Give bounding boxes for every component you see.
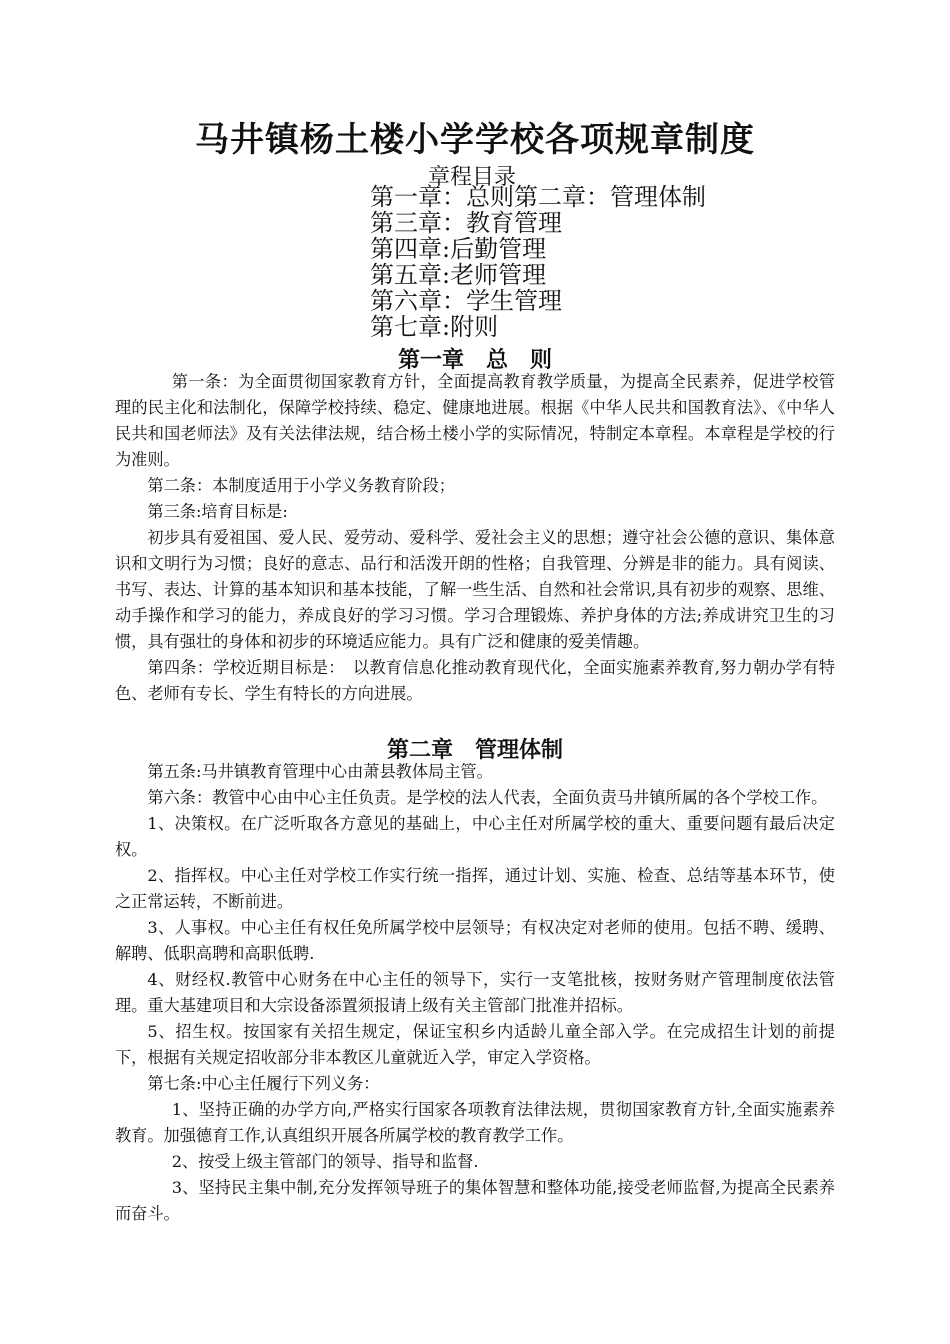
article-paragraph: 初步具有爱祖国、爱人民、爱劳动、爱科学、爱社会主义的思想；遵守社会公德的意识、集体意识和文明行为习惯；良好的意志、品行和活泼开朗的性格；自我管理、分辨是非的能力。具有阅读、书写、表达、计算的基本知识和基本技能，了解一些生活、自然和社会常识,具有初步的观察、思维、动手操作和学习的能力，养成良好的学习习惯。学习合理锻炼、养护身体的方法;养成讲究卫生的习惯，具有强壮的身体和初步的环境适应能力。具有广泛和健康的爱美情趣。	[115, 528, 835, 651]
chapter-1-body	[115, 369, 835, 707]
article-paragraph: 第三条:培育目标是:	[147, 502, 288, 521]
toc-item: 第五章:老师管理	[370, 261, 547, 289]
article-paragraph: 2、指挥权。中心主任对学校工作实行统一指挥，通过计划、实施、检查、总结等基本环节，使之正常运转，不断前进。	[115, 866, 835, 911]
article-paragraph: 3、坚持民主集中制,充分发挥领导班子的集体智慧和整体功能,接受老师监督,为提高全民素养而奋斗。	[115, 1178, 835, 1223]
article-paragraph: 第七条:中心主任履行下列义务：	[147, 1074, 380, 1093]
article-paragraph: 4、财经权.教管中心财务在中心主任的领导下，实行一支笔批核，按财务财产管理制度依法管理。重大基建项目和大宗设备添置须报请上级有关主管部门批准并招标。	[115, 970, 835, 1015]
article-paragraph: 第五条:马井镇教育管理中心由萧县教体局主管。	[147, 762, 493, 781]
toc-item: 第六章：学生管理	[370, 287, 562, 315]
toc-item: 第七章:附则	[370, 313, 499, 341]
toc-item: 第三章：教育管理	[370, 209, 562, 237]
chapter-heading: 第二章 管理体制	[386, 738, 563, 763]
article-paragraph: 第四条：学校近期目标是： 以教育信息化推动教育现代化，全面实施素养教育,努力朝办学有特色、老师有专长、学生有特长的方向进展。	[115, 658, 835, 703]
chapter-2-body	[115, 759, 835, 1227]
chapter-heading: 第一章 总 则	[397, 348, 552, 373]
article-paragraph: 1、决策权。在广泛听取各方意见的基础上，中心主任对所属学校的重大、重要问题有最后决定权。	[115, 814, 835, 859]
toc-item: 第一章：总则第二章：管理体制	[370, 183, 706, 211]
article-paragraph: 5、招生权。按国家有关招生规定，保证宝积乡内适龄儿童全部入学。在完成招生计划的前提下，根据有关规定招收部分非本教区儿童就近入学，审定入学资格。	[115, 1022, 835, 1067]
table-of-contents	[370, 184, 706, 340]
article-paragraph: 1、坚持正确的办学方向,严格实行国家各项教育法律法规，贯彻国家教育方针,全面实施素养教育。加强德育工作,认真组织开展各所属学校的教育教学工作。	[115, 1100, 835, 1145]
article-paragraph: 第一条：为全面贯彻国家教育方针，全面提高教育教学质量，为提高全民素养，促进学校管理的民主化和法制化，保障学校持续、稳定、健康地进展。根据《中华人民共和国教育法》、《中华人民共和国老师法》及有关法律法规，结合杨土楼小学的实际情况，特制定本章程。本章程是学校的行为准则。	[115, 372, 835, 469]
article-paragraph: 2、按受上级主管部门的领导、指导和监督.	[171, 1152, 479, 1171]
article-paragraph: 第六条：教管中心由中心主任负责。是学校的法人代表，全面负责马井镇所属的各个学校工作。	[147, 788, 828, 807]
article-paragraph: 3、人事权。中心主任有权任免所属学校中层领导；有权决定对老师的使用。包括不聘、缓聘、解聘、低职高聘和高职低聘.	[115, 918, 835, 963]
toc-heading: 章程目录	[428, 165, 517, 190]
document-title: 马井镇杨土楼小学学校各项规章制度	[195, 120, 755, 160]
toc-item: 第四章:后勤管理	[370, 235, 547, 263]
article-paragraph: 第二条：本制度适用于小学义务教育阶段；	[147, 476, 455, 495]
